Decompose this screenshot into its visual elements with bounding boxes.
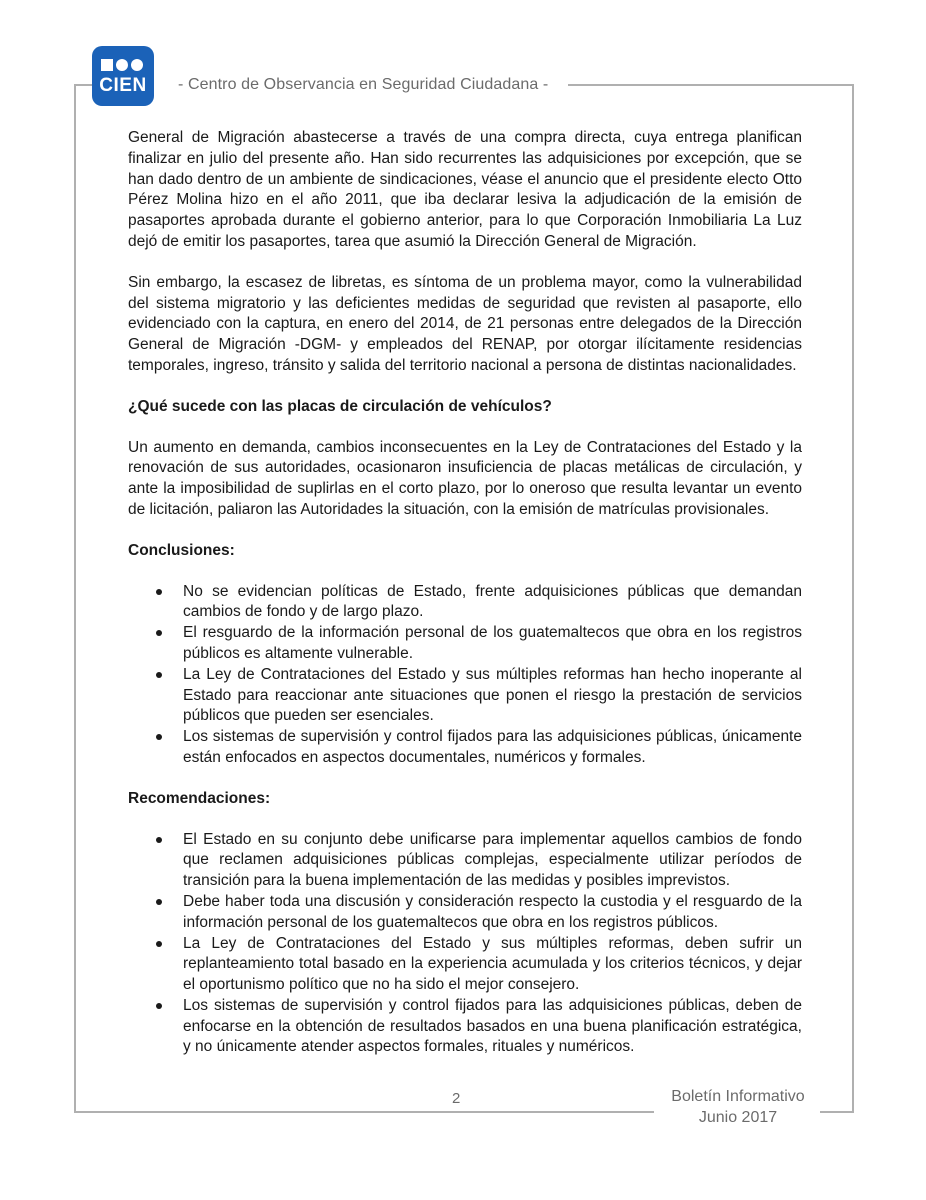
recommendations-heading: Recomendaciones:	[128, 789, 271, 807]
frame-left-line	[74, 84, 76, 1113]
bullet-icon	[156, 589, 162, 595]
list-item: La Ley de Contrataciones del Estado y sus múltiples reformas han hecho inoperante al Estado para reaccionar ante situaciones que ponen el riesgo la prestación de servicios públicos que pueden ser esenciales.	[128, 665, 802, 727]
list-item: El Estado en su conjunto debe unificarse para implementar aquellos cambios de fondo que reclamen adquisiciones públicas complejas, especialmente utilizar períodos de transición para la buena implementación de las medidas y posibles imprevistos.	[128, 830, 802, 892]
bullet-icon	[156, 734, 162, 740]
frame-right-line	[852, 84, 854, 1113]
paragraph-1: General de Migración abastecerse a través de una compra directa, cuya entrega planifican finalizar en julio del presente año. Han sido recurrentes las adquisiciones por excepción, que se han dado dentro de un ambiente de sindicaciones, véase el anuncio que el presidente electo Otto Pérez Molina hizo en el año 2011, que iba declarar lesiva la adjudicación de la emisión de pasaportes aprobada durante el gobierno anterior, para lo que Corporación Inmobiliaria La Luz dejó de emitir los pasaportes, tarea que asumió la Dirección General de Migración.	[128, 129, 802, 250]
page-number: 2	[452, 1090, 461, 1107]
recommendations-list	[128, 830, 802, 1059]
frame-bottom-left-line	[74, 1111, 654, 1113]
bullet-icon	[156, 630, 162, 636]
logo-marks-icon	[101, 59, 143, 71]
list-item: Los sistemas de supervisión y control fijados para las adquisiciones públicas, únicamente están enfocados en aspectos documentales, numéricos y formales.	[128, 727, 802, 769]
bullet-icon	[156, 899, 162, 905]
bullet-icon	[156, 1003, 162, 1009]
conclusions-list	[128, 582, 802, 769]
bullet-icon	[156, 837, 162, 843]
question-heading: ¿Qué sucede con las placas de circulación de vehículos?	[128, 397, 552, 415]
list-item: Debe haber toda una discusión y consideración respecto la custodia y el resguardo de la información personal de los guatemaltecos que obra en los registros públicos.	[128, 892, 802, 934]
cien-logo	[92, 46, 154, 106]
frame-top-right-line	[568, 84, 854, 86]
logo-text: CIEN	[99, 75, 147, 96]
bullet-icon	[156, 672, 162, 678]
question-paragraph: Un aumento en demanda, cambios inconsecuentes en la Ley de Contrataciones del Estado y la renovación de sus autoridades, ocasionaron insuficiencia de placas metálicas de circulación, y ante la imposibilidad de suplirlas en el corto plazo, por lo oneroso que resulta levantar un evento de licitación, paliaron las Autoridades la situación, con la emisión de matrículas provisionales.	[128, 438, 802, 518]
document-body	[128, 128, 802, 1058]
list-item: La Ley de Contrataciones del Estado y sus múltiples reformas, deben sufrir un replanteamiento total basado en la experiencia acumulada y los criterios técnicos, y dejar el oportunismo político que no ha sido el mejor consejero.	[128, 934, 802, 996]
list-item: Los sistemas de supervisión y control fijados para las adquisiciones públicas, deben de enfocarse en la obtención de resultados basados en una buena planificación estratégica, y no únicamente atender aspectos formales, rituales y numéricos.	[128, 996, 802, 1058]
bullet-icon	[156, 941, 162, 947]
header-title: - Centro de Observancia en Seguridad Ciudadana -	[178, 76, 549, 93]
bulletin-info	[656, 1086, 820, 1128]
paragraph-2: Sin embargo, la escasez de libretas, es síntoma de un problema mayor, como la vulnerabilidad del sistema migratorio y las deficientes medidas de seguridad que revisten al pasaporte, ello evidenciado con la captura, en enero del 2014, de 21 personas entre delegados de la Dirección General de Migración -DGM- y empleados del RENAP, por otorgar ilícitamente residencias temporales, ingreso, tránsito y salida del territorio nacional a persona de distintas nacionalidades.	[128, 273, 802, 374]
list-item: No se evidencian políticas de Estado, frente adquisiciones públicas que demandan cambios de fondo y de largo plazo.	[128, 582, 802, 624]
conclusions-heading: Conclusiones:	[128, 541, 235, 559]
list-item: El resguardo de la información personal de los guatemaltecos que obra en los registros públicos es altamente vulnerable.	[128, 623, 802, 665]
bulletin-date: Junio 2017	[698, 1109, 778, 1126]
bulletin-title: Boletín Informativo	[671, 1088, 805, 1105]
frame-bottom-right-line	[820, 1111, 854, 1113]
